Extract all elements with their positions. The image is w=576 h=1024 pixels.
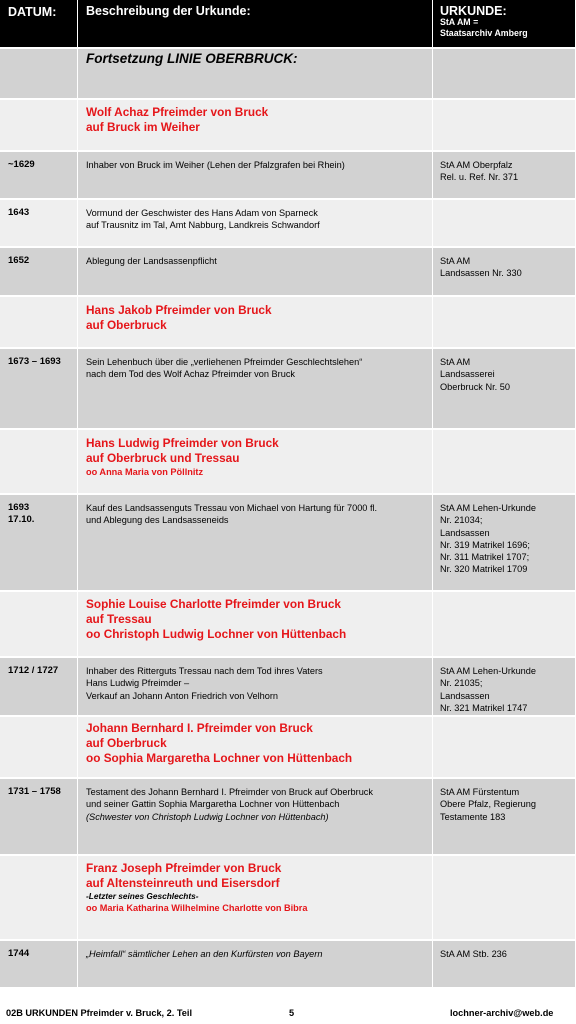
entry-description: Inhaber von Bruck im Weiher (Lehen der Pfalzgrafen bei Rhein)	[78, 152, 433, 199]
header-beschreibung: Beschreibung der Urkunde:	[78, 0, 433, 48]
table-row	[0, 200, 576, 247]
entry-description: Ablegung der Landsassenpflicht	[78, 248, 433, 296]
continuation-title: Fortsetzung LINIE OBERBRUCK:	[78, 49, 433, 99]
person-name: Hans Jakob Pfreimder von Bruck auf Oberbruck	[78, 297, 433, 348]
table-row	[0, 248, 576, 296]
person-row	[0, 430, 576, 494]
entry-description: Vormund der Geschwister des Hans Adam von Sparneck auf Trausnitz im Tal, Amt Nabburg, Landkreis Schwandorf	[78, 200, 433, 247]
table-row	[0, 941, 576, 988]
entry-date: ~1629	[0, 152, 78, 199]
continuation-row	[0, 49, 576, 99]
person-row	[0, 856, 576, 940]
person-name: Sophie Louise Charlotte Pfreimder von Bruck auf Tressau oo Christoph Ludwig Lochner von Hüttenbach	[78, 592, 433, 657]
entry-date: 1693 17.10.	[0, 495, 78, 591]
entry-document: StA AM Landsasserei Oberbruck Nr. 50	[433, 349, 576, 429]
header-urkunde-sub1: StA AM =	[440, 17, 479, 28]
table-row	[0, 779, 576, 855]
entry-document: StA AM Oberpfalz Rel. u. Ref. Nr. 371	[433, 152, 576, 199]
entry-document: StA AM Stb. 236	[433, 941, 576, 988]
header-urkunde	[433, 0, 576, 48]
table-row	[0, 152, 576, 199]
header-datum: DATUM:	[0, 0, 78, 48]
person-row	[0, 592, 576, 657]
footer-email: lochner-archiv@web.de	[450, 1008, 554, 1018]
person-row	[0, 100, 576, 151]
entry-document: StA AM Landsassen Nr. 330	[433, 248, 576, 296]
entry-description: Inhaber des Ritterguts Tressau nach dem Tod ihres Vaters Hans Ludwig Pfreimder – Verkauf an Johann Anton Friedrich von Velhorn	[78, 658, 433, 716]
header-urkunde-title: URKUNDE:	[440, 4, 507, 18]
person-row	[0, 717, 576, 778]
page-footer	[0, 1000, 576, 1024]
page-number: 5	[289, 1008, 295, 1018]
table-header	[0, 0, 576, 48]
last-of-line-note: -Letzter seines Geschlechts-	[86, 891, 199, 901]
person-name: Hans Ludwig Pfreimder von Bruck auf Oberbruck und Tressau oo Anna Maria von Pöllnitz	[78, 430, 433, 494]
entry-document: StA AM Fürstentum Obere Pfalz, Regierung Testamente 183	[433, 779, 576, 855]
entry-document: StA AM Lehen-Urkunde Nr. 21035; Landsassen Nr. 321 Matrikel 1747	[433, 658, 576, 716]
footer-title: 02B URKUNDEN Pfreimder v. Bruck, 2. Teil	[6, 1008, 193, 1018]
table-row	[0, 658, 576, 716]
entry-date: 1744	[0, 941, 78, 988]
person-row	[0, 297, 576, 348]
entry-date: 1712 / 1727	[0, 658, 78, 716]
person-name: Wolf Achaz Pfreimder von Bruck auf Bruck im Weiher	[78, 100, 433, 151]
entry-date: 1652	[0, 248, 78, 296]
entry-description: „Heimfall“ sämtlicher Lehen an den Kurfürsten von Bayern	[78, 941, 433, 988]
entry-document	[433, 200, 576, 247]
table-row	[0, 495, 576, 591]
entry-date: 1643	[0, 200, 78, 247]
entry-date: 1673 – 1693	[0, 349, 78, 429]
person-name: Johann Bernhard I. Pfreimder von Bruck auf Oberbruck oo Sophia Margaretha Lochner von Hüttenbach	[78, 717, 433, 778]
entry-document: StA AM Lehen-Urkunde Nr. 21034; Landsassen Nr. 319 Matrikel 1696; Nr. 311 Matrikel 1707; Nr. 320 Matrikel 1709	[433, 495, 576, 591]
entry-date: 1731 – 1758	[0, 779, 78, 855]
header-urkunde-sub2: Staatsarchiv Amberg	[440, 28, 528, 39]
spouse-note: oo Maria Katharina Wilhelmine Charlotte von Bibra	[86, 903, 308, 913]
entry-description: Testament des Johann Bernhard I. Pfreimder von Bruck auf Oberbruck und seiner Gattin Sophia Margaretha Lochner von Hüttenbach (Schwester von Christoph Ludwig Lochner von Hüttenbach)	[78, 779, 433, 855]
table-row	[0, 349, 576, 429]
entry-description: Kauf des Landsassenguts Tressau von Michael von Hartung für 7000 fl. und Ablegung des Landsasseneids	[78, 495, 433, 591]
entry-description: Sein Lehenbuch über die „verliehenen Pfreimder Geschlechtslehen“ nach dem Tod des Wolf Achaz Pfreimder von Bruck	[78, 349, 433, 429]
person-name: Franz Joseph Pfreimder von Bruck auf Altensteinreuth und Eisersdorf -Letzter seines Geschlechts- oo Maria Katharina Wilhelmine Charlotte von Bibra	[78, 856, 433, 940]
spouse-note: oo Anna Maria von Pöllnitz	[86, 467, 204, 477]
